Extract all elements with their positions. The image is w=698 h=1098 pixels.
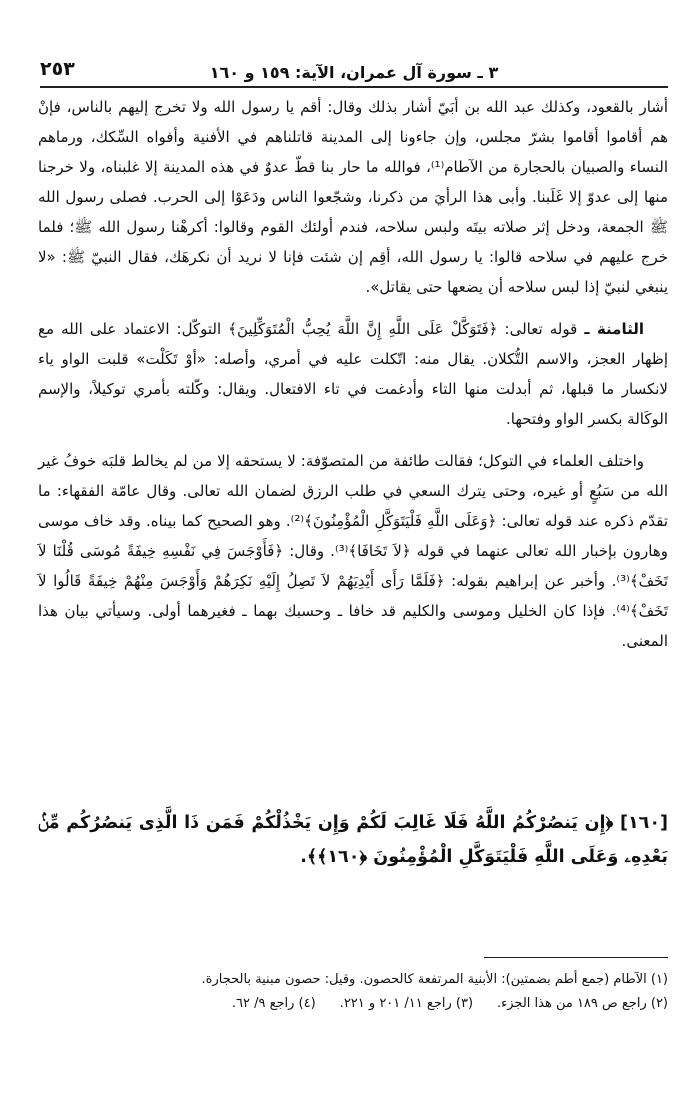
- paragraph-2-text: قوله تعالى: ﴿فَتَوَكَّلْ عَلَى اللَّهِ إِنَّ اللَّهَ يُحِبُّ الْمُتَوَكِّلِينَ﴾ التوكّل: الاعتماد على الله مع إظهار العجز، والاسم التُّكلان. يقال منه: اتّكلت عليه في أمري، وأصله: «أوْ تَكَلْت» قلبت الواو ياء لانكسار ما قبلها، ثم أبدلت منها التاء وأدغمت في تاء الافتعال. ويقال: وكّلته بأمري توكيلاً، والإسم الوكَالة بكسر الواو وفتحها.: [38, 320, 668, 428]
- footnote-1: (١) الآطام (جمع أطم بضمتين): الأبنية المرتفعة كالحصون. وقيل: حصون مبنية بالحجارة.: [201, 972, 668, 987]
- footnote-rule: [484, 957, 668, 958]
- footnote-2: (٢) راجع ص ١٨٩ من هذا الجزء.: [497, 996, 668, 1011]
- header-rule: [40, 86, 668, 88]
- quran-verse-160: [١٦٠] ﴿إِن يَنصُرْكُمُ اللَّهُ فَلَا غَالِبَ لَكُمْ وَإِن يَخْذُلْكُمْ فَمَن ذَا الَّذِى يَنصُرُكُم مِّنۢ بَعْدِهِۦ وَعَلَى اللَّهِ فَلْيَتَوَكَّلِ الْمُؤْمِنُونَ ﴿١٦٠﴾﴾.: [38, 813, 668, 867]
- paragraph-2: [38, 314, 668, 434]
- page-header: [40, 58, 668, 86]
- footnote-4: (٤) راجع ٩/ ٦٢.: [231, 996, 316, 1011]
- paragraph-2-lead: الثامنة ـ: [584, 320, 644, 338]
- footnote-3: (٣) راجع ١١/ ٢٠١ و ٢٢١.: [339, 996, 474, 1011]
- paragraph-1: أشار بالقعود، وكذلك عبد الله بن أبَيّ أشار بذلك وقال: أقم يا رسول الله ولا تخرج إليهم بالناس، فإنْ هم أقاموا أقاموا بشرّ مجلس، وإن جاءونا إلى المدينة قاتلناهم في الأفنية وأفواه السِّكك، ورماهم النساء والصبيان بالحجارة من الآطام⁽¹⁾، فوالله ما حار بنا قطّ عدوٌ في هذه المدينة إلا غلبناه، ولا خرجنا منها إلى عدوّ إلا غَلَبنا. وأبى هذا الرأيَ من ذكرنا، وشجّعوا الناس ودَعَوْا إلى الحرب. فصلى رسول الله ﷺ الجمعة، ودخل إثر صلاته بيتَه ولبس سلاحه، فندم أولئك القوم وقالوا: أكرهْنا رسول الله ﷺ؛ فلما خرج عليهم في سلاحه قالوا: يا رسول الله، أقِم إن شئت فإنا لا نريد أن نكرهَك، فقال النبيّ ﷺ: «لا ينبغي لنبيّ إذا لبس سلاحه أن يضعها حتى يقاتل».: [38, 98, 669, 296]
- footnote-row-2: [38, 992, 668, 1016]
- paragraph-3: واختلف العلماء في التوكل؛ فقالت طائفة من المتصوّفة: لا يستحقه إلا من لم يخالط قلبَه خوفُ غير الله من سَبُعٍ أو غيره، وحتى يترك السعي في طلب الرزق لضمان الله تعالى. وقال عامّة الفقهاء: ما تقدّم ذكره عند قوله تعالى: ﴿وَعَلَى اللَّهِ فَلْيَتَوَكَّلِ الْمُؤْمِنُونَ﴾⁽²⁾. وهو الصحيح كما بيناه. وقد خاف موسى وهارون بإخبار الله تعالى عنهما في قوله ﴿لاَ تَخَافَا﴾⁽³⁾. وقال: ﴿فَأَوْجَسَ فِي نَفْسِهِ خِيفَةً مُوسَى قُلْنَا لاَ تَخَفْ﴾⁽³⁾. وأخبر عن إبراهيم بقوله: ﴿فَلَمَّا رَأَى أَيْدِيَهُمْ لاَ تَصِلُ إِلَيْهِ نَكِرَهُمْ وَأَوْجَسَ مِنْهُمْ خِيفَةً قَالُوا لاَ تَخَفْ﴾⁽⁴⁾. فإذا كان الخليل وموسى والكليم قد خافا ـ وحسبك بهما ـ فغيرهما أولى. وسيأتي بيان هذا المعنى.: [38, 452, 668, 650]
- running-title: ٣ ـ سورة آل عمران، الآية: ١٥٩ و ١٦٠: [209, 62, 499, 82]
- page-number: ٢٥٣: [40, 58, 75, 80]
- footnotes: [38, 968, 668, 1016]
- main-text: [38, 92, 668, 668]
